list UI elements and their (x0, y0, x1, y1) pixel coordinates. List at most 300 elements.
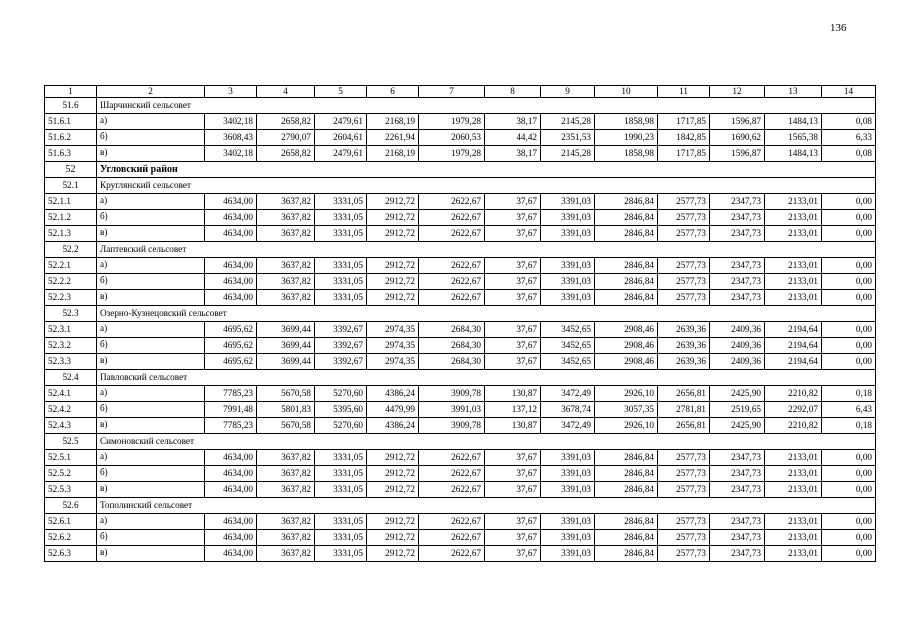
row-code: 52.4.3 (45, 418, 97, 434)
column-header: 11 (658, 86, 710, 98)
value-cell: 0,18 (822, 386, 876, 402)
value-cell: 44,42 (485, 130, 541, 146)
value-cell: 3452,65 (541, 322, 595, 338)
value-cell: 130,87 (485, 418, 541, 434)
column-header: 12 (710, 86, 765, 98)
value-cell: 2684,30 (419, 322, 485, 338)
value-cell: 2622,67 (419, 210, 485, 226)
value-cell: 37,67 (485, 322, 541, 338)
row-variant: б) (97, 338, 205, 354)
row-code: 52.6.3 (45, 546, 97, 562)
column-header: 5 (315, 86, 367, 98)
table-row (45, 466, 876, 482)
row-code: 52.5.1 (45, 450, 97, 466)
value-cell: 3391,03 (541, 258, 595, 274)
value-cell: 3637,82 (257, 194, 315, 210)
value-cell: 3637,82 (257, 210, 315, 226)
value-cell: 0,00 (822, 450, 876, 466)
value-cell: 2133,01 (765, 290, 822, 306)
value-cell: 2622,67 (419, 546, 485, 562)
value-cell: 2577,73 (658, 514, 710, 530)
value-cell: 2908,46 (595, 322, 658, 338)
table-row (45, 530, 876, 546)
value-cell: 2622,67 (419, 274, 485, 290)
row-code: 52.2.2 (45, 274, 97, 290)
value-cell: 0,00 (822, 210, 876, 226)
value-cell: 1717,85 (658, 146, 710, 162)
value-cell: 5670,58 (257, 418, 315, 434)
value-cell: 1690,62 (710, 130, 765, 146)
column-header: 8 (485, 86, 541, 98)
value-cell: 2347,73 (710, 226, 765, 242)
section-title: Симоновский сельсовет (97, 434, 876, 450)
section-row (45, 242, 876, 258)
value-cell: 7991,48 (205, 402, 257, 418)
value-cell: 4695,62 (205, 354, 257, 370)
value-cell: 2577,73 (658, 530, 710, 546)
value-cell: 2846,84 (595, 466, 658, 482)
value-cell: 3637,82 (257, 482, 315, 498)
value-cell: 3391,03 (541, 546, 595, 562)
value-cell: 2604,61 (315, 130, 367, 146)
row-variant: в) (97, 546, 205, 562)
value-cell: 2409,36 (710, 354, 765, 370)
value-cell: 4386,24 (367, 418, 419, 434)
row-code: 51.6 (45, 98, 97, 114)
table-row (45, 514, 876, 530)
section-row (45, 178, 876, 194)
row-code: 51.6.1 (45, 114, 97, 130)
value-cell: 0,18 (822, 418, 876, 434)
value-cell: 37,67 (485, 210, 541, 226)
value-cell: 0,08 (822, 114, 876, 130)
value-cell: 1990,23 (595, 130, 658, 146)
value-cell: 1858,98 (595, 146, 658, 162)
section-title: Тополинский сельсовет (97, 498, 876, 514)
table-row (45, 258, 876, 274)
value-cell: 2133,01 (765, 226, 822, 242)
value-cell: 3391,03 (541, 194, 595, 210)
row-code: 52.2 (45, 242, 97, 258)
district-title: Угловский район (97, 162, 876, 178)
value-cell: 37,67 (485, 514, 541, 530)
value-cell: 3392,67 (315, 322, 367, 338)
value-cell: 2846,84 (595, 210, 658, 226)
value-cell: 2577,73 (658, 226, 710, 242)
value-cell: 2639,36 (658, 354, 710, 370)
value-cell: 2133,01 (765, 258, 822, 274)
value-cell: 37,67 (485, 194, 541, 210)
value-cell: 0,08 (822, 146, 876, 162)
value-cell: 2926,10 (595, 386, 658, 402)
value-cell: 2622,67 (419, 530, 485, 546)
value-cell: 3991,03 (419, 402, 485, 418)
value-cell: 2912,72 (367, 210, 419, 226)
value-cell: 2577,73 (658, 466, 710, 482)
row-code: 52.3.2 (45, 338, 97, 354)
value-cell: 37,67 (485, 450, 541, 466)
table-row (45, 210, 876, 226)
header-row (45, 86, 876, 98)
value-cell: 2846,84 (595, 450, 658, 466)
value-cell: 37,67 (485, 354, 541, 370)
row-code: 51.6.2 (45, 130, 97, 146)
row-code: 52.6 (45, 498, 97, 514)
row-code: 52.2.1 (45, 258, 97, 274)
value-cell: 2622,67 (419, 290, 485, 306)
value-cell: 4634,00 (205, 274, 257, 290)
column-header: 6 (367, 86, 419, 98)
value-cell: 4634,00 (205, 546, 257, 562)
value-cell: 2912,72 (367, 274, 419, 290)
value-cell: 2622,67 (419, 482, 485, 498)
value-cell: 1717,85 (658, 114, 710, 130)
row-code: 52.5 (45, 434, 97, 450)
value-cell: 4634,00 (205, 530, 257, 546)
data-table (44, 85, 876, 562)
row-variant: а) (97, 450, 205, 466)
value-cell: 37,67 (485, 258, 541, 274)
section-row (45, 370, 876, 386)
value-cell: 2261,94 (367, 130, 419, 146)
value-cell: 2292,07 (765, 402, 822, 418)
row-variant: б) (97, 210, 205, 226)
value-cell: 2912,72 (367, 226, 419, 242)
row-code: 51.6.3 (45, 146, 97, 162)
value-cell: 2846,84 (595, 514, 658, 530)
value-cell: 3391,03 (541, 290, 595, 306)
value-cell: 3331,05 (315, 194, 367, 210)
value-cell: 5801,83 (257, 402, 315, 418)
value-cell: 2347,73 (710, 514, 765, 530)
table-row (45, 274, 876, 290)
value-cell: 4634,00 (205, 194, 257, 210)
row-variant: в) (97, 418, 205, 434)
value-cell: 2846,84 (595, 546, 658, 562)
table-row (45, 194, 876, 210)
value-cell: 0,00 (822, 354, 876, 370)
value-cell: 3331,05 (315, 450, 367, 466)
value-cell: 2133,01 (765, 466, 822, 482)
value-cell: 2347,73 (710, 210, 765, 226)
value-cell: 4634,00 (205, 210, 257, 226)
value-cell: 2479,61 (315, 114, 367, 130)
value-cell: 3391,03 (541, 226, 595, 242)
value-cell: 2781,81 (658, 402, 710, 418)
value-cell: 2133,01 (765, 274, 822, 290)
value-cell: 2656,81 (658, 386, 710, 402)
value-cell: 2656,81 (658, 418, 710, 434)
value-cell: 2133,01 (765, 450, 822, 466)
district-row (45, 162, 876, 178)
value-cell: 3637,82 (257, 274, 315, 290)
value-cell: 0,00 (822, 546, 876, 562)
row-code: 52.6.1 (45, 514, 97, 530)
table-row (45, 226, 876, 242)
value-cell: 2846,84 (595, 530, 658, 546)
row-code: 52.4.1 (45, 386, 97, 402)
value-cell: 3391,03 (541, 466, 595, 482)
value-cell: 2912,72 (367, 530, 419, 546)
section-title: Лаптевский сельсовет (97, 242, 876, 258)
value-cell: 3637,82 (257, 258, 315, 274)
value-cell: 2347,73 (710, 466, 765, 482)
value-cell: 3392,67 (315, 338, 367, 354)
value-cell: 2846,84 (595, 194, 658, 210)
value-cell: 2622,67 (419, 450, 485, 466)
value-cell: 2577,73 (658, 274, 710, 290)
row-code: 52.5.3 (45, 482, 97, 498)
row-variant: б) (97, 530, 205, 546)
column-header: 14 (822, 86, 876, 98)
value-cell: 4634,00 (205, 466, 257, 482)
value-cell: 3608,43 (205, 130, 257, 146)
row-variant: в) (97, 226, 205, 242)
value-cell: 4479,99 (367, 402, 419, 418)
value-cell: 5395,60 (315, 402, 367, 418)
row-code: 52.6.2 (45, 530, 97, 546)
row-variant: в) (97, 482, 205, 498)
value-cell: 4634,00 (205, 226, 257, 242)
row-variant: в) (97, 354, 205, 370)
value-cell: 2194,64 (765, 322, 822, 338)
value-cell: 2846,84 (595, 226, 658, 242)
value-cell: 3678,74 (541, 402, 595, 418)
value-cell: 3331,05 (315, 274, 367, 290)
value-cell: 2684,30 (419, 338, 485, 354)
value-cell: 4634,00 (205, 482, 257, 498)
value-cell: 3472,49 (541, 418, 595, 434)
value-cell: 2479,61 (315, 146, 367, 162)
column-header: 13 (765, 86, 822, 98)
value-cell: 2912,72 (367, 290, 419, 306)
value-cell: 2347,73 (710, 290, 765, 306)
value-cell: 2347,73 (710, 274, 765, 290)
value-cell: 2168,19 (367, 114, 419, 130)
row-code: 52.5.2 (45, 466, 97, 482)
value-cell: 3402,18 (205, 146, 257, 162)
section-title: Круглянский сельсовет (97, 178, 876, 194)
column-header: 7 (419, 86, 485, 98)
table-row (45, 546, 876, 562)
row-code: 52.3 (45, 306, 97, 322)
page-number: 136 (830, 22, 847, 34)
value-cell: 2133,01 (765, 530, 822, 546)
value-cell: 2425,90 (710, 418, 765, 434)
value-cell: 3637,82 (257, 226, 315, 242)
value-cell: 2622,67 (419, 258, 485, 274)
value-cell: 2133,01 (765, 514, 822, 530)
value-cell: 0,00 (822, 258, 876, 274)
row-variant: а) (97, 386, 205, 402)
value-cell: 2409,36 (710, 338, 765, 354)
value-cell: 2577,73 (658, 450, 710, 466)
value-cell: 1596,87 (710, 146, 765, 162)
value-cell: 2577,73 (658, 258, 710, 274)
value-cell: 2060,53 (419, 130, 485, 146)
value-cell: 2912,72 (367, 546, 419, 562)
value-cell: 3472,49 (541, 386, 595, 402)
value-cell: 2145,28 (541, 146, 595, 162)
value-cell: 7785,23 (205, 386, 257, 402)
value-cell: 2577,73 (658, 482, 710, 498)
value-cell: 3452,65 (541, 354, 595, 370)
value-cell: 2577,73 (658, 210, 710, 226)
value-cell: 6,33 (822, 130, 876, 146)
value-cell: 0,00 (822, 290, 876, 306)
value-cell: 3391,03 (541, 482, 595, 498)
value-cell: 3391,03 (541, 210, 595, 226)
table-row (45, 402, 876, 418)
value-cell: 5270,60 (315, 418, 367, 434)
table-row (45, 322, 876, 338)
row-variant: в) (97, 146, 205, 162)
value-cell: 3392,67 (315, 354, 367, 370)
value-cell: 2347,73 (710, 482, 765, 498)
value-cell: 3331,05 (315, 210, 367, 226)
column-header: 3 (205, 86, 257, 98)
value-cell: 4695,62 (205, 322, 257, 338)
table-row (45, 130, 876, 146)
row-code: 52.1.2 (45, 210, 97, 226)
value-cell: 2133,01 (765, 482, 822, 498)
table-row (45, 386, 876, 402)
table-row (45, 338, 876, 354)
value-cell: 2912,72 (367, 482, 419, 498)
column-header: 9 (541, 86, 595, 98)
row-code: 52.1.1 (45, 194, 97, 210)
value-cell: 3637,82 (257, 546, 315, 562)
row-code: 52 (45, 162, 97, 178)
value-cell: 6,43 (822, 402, 876, 418)
value-cell: 2425,90 (710, 386, 765, 402)
value-cell: 2974,35 (367, 322, 419, 338)
value-cell: 2846,84 (595, 274, 658, 290)
value-cell: 2194,64 (765, 354, 822, 370)
value-cell: 4634,00 (205, 514, 257, 530)
value-cell: 2133,01 (765, 194, 822, 210)
value-cell: 2622,67 (419, 194, 485, 210)
value-cell: 5670,58 (257, 386, 315, 402)
row-code: 52.3.3 (45, 354, 97, 370)
value-cell: 1979,28 (419, 114, 485, 130)
value-cell: 37,67 (485, 274, 541, 290)
value-cell: 2912,72 (367, 258, 419, 274)
table-row (45, 146, 876, 162)
value-cell: 2790,07 (257, 130, 315, 146)
row-code: 52.4.2 (45, 402, 97, 418)
table-row (45, 354, 876, 370)
value-cell: 2684,30 (419, 354, 485, 370)
value-cell: 3391,03 (541, 450, 595, 466)
value-cell: 137,12 (485, 402, 541, 418)
table-row (45, 418, 876, 434)
row-code: 52.4 (45, 370, 97, 386)
table-row (45, 482, 876, 498)
value-cell: 0,00 (822, 274, 876, 290)
value-cell: 2974,35 (367, 338, 419, 354)
row-code: 52.1 (45, 178, 97, 194)
section-title: Озерно-Кузнецовский сельсовет (97, 306, 876, 322)
row-variant: а) (97, 114, 205, 130)
value-cell: 2347,73 (710, 546, 765, 562)
value-cell: 2519,65 (710, 402, 765, 418)
value-cell: 37,67 (485, 466, 541, 482)
value-cell: 2210,82 (765, 418, 822, 434)
value-cell: 2622,67 (419, 514, 485, 530)
row-code: 52.1.3 (45, 226, 97, 242)
value-cell: 3637,82 (257, 530, 315, 546)
value-cell: 3331,05 (315, 466, 367, 482)
value-cell: 0,00 (822, 514, 876, 530)
section-row (45, 498, 876, 514)
value-cell: 4634,00 (205, 290, 257, 306)
value-cell: 3331,05 (315, 482, 367, 498)
value-cell: 2409,36 (710, 322, 765, 338)
row-code: 52.2.3 (45, 290, 97, 306)
section-row (45, 98, 876, 114)
row-variant: а) (97, 258, 205, 274)
column-header: 2 (97, 86, 205, 98)
value-cell: 3331,05 (315, 290, 367, 306)
value-cell: 0,00 (822, 194, 876, 210)
row-variant: а) (97, 322, 205, 338)
value-cell: 3699,44 (257, 338, 315, 354)
value-cell: 1484,13 (765, 114, 822, 130)
value-cell: 2639,36 (658, 338, 710, 354)
value-cell: 3909,78 (419, 386, 485, 402)
value-cell: 2210,82 (765, 386, 822, 402)
value-cell: 3699,44 (257, 354, 315, 370)
row-variant: б) (97, 130, 205, 146)
table-row (45, 290, 876, 306)
table-row (45, 114, 876, 130)
row-variant: в) (97, 290, 205, 306)
value-cell: 3402,18 (205, 114, 257, 130)
section-row (45, 434, 876, 450)
value-cell: 37,67 (485, 226, 541, 242)
value-cell: 37,67 (485, 290, 541, 306)
value-cell: 2846,84 (595, 258, 658, 274)
value-cell: 37,67 (485, 338, 541, 354)
column-header: 1 (45, 86, 97, 98)
value-cell: 3391,03 (541, 274, 595, 290)
value-cell: 3637,82 (257, 290, 315, 306)
value-cell: 130,87 (485, 386, 541, 402)
value-cell: 3452,65 (541, 338, 595, 354)
value-cell: 2622,67 (419, 466, 485, 482)
value-cell: 2912,72 (367, 194, 419, 210)
row-code: 52.3.1 (45, 322, 97, 338)
value-cell: 2145,28 (541, 114, 595, 130)
value-cell: 38,17 (485, 114, 541, 130)
value-cell: 3391,03 (541, 530, 595, 546)
table-row (45, 450, 876, 466)
value-cell: 2639,36 (658, 322, 710, 338)
value-cell: 37,67 (485, 546, 541, 562)
row-variant: а) (97, 514, 205, 530)
value-cell: 2912,72 (367, 450, 419, 466)
value-cell: 2912,72 (367, 514, 419, 530)
value-cell: 2347,73 (710, 450, 765, 466)
value-cell: 2577,73 (658, 546, 710, 562)
value-cell: 0,00 (822, 338, 876, 354)
value-cell: 3331,05 (315, 258, 367, 274)
value-cell: 2908,46 (595, 338, 658, 354)
value-cell: 2908,46 (595, 354, 658, 370)
value-cell: 2347,73 (710, 530, 765, 546)
value-cell: 37,67 (485, 530, 541, 546)
